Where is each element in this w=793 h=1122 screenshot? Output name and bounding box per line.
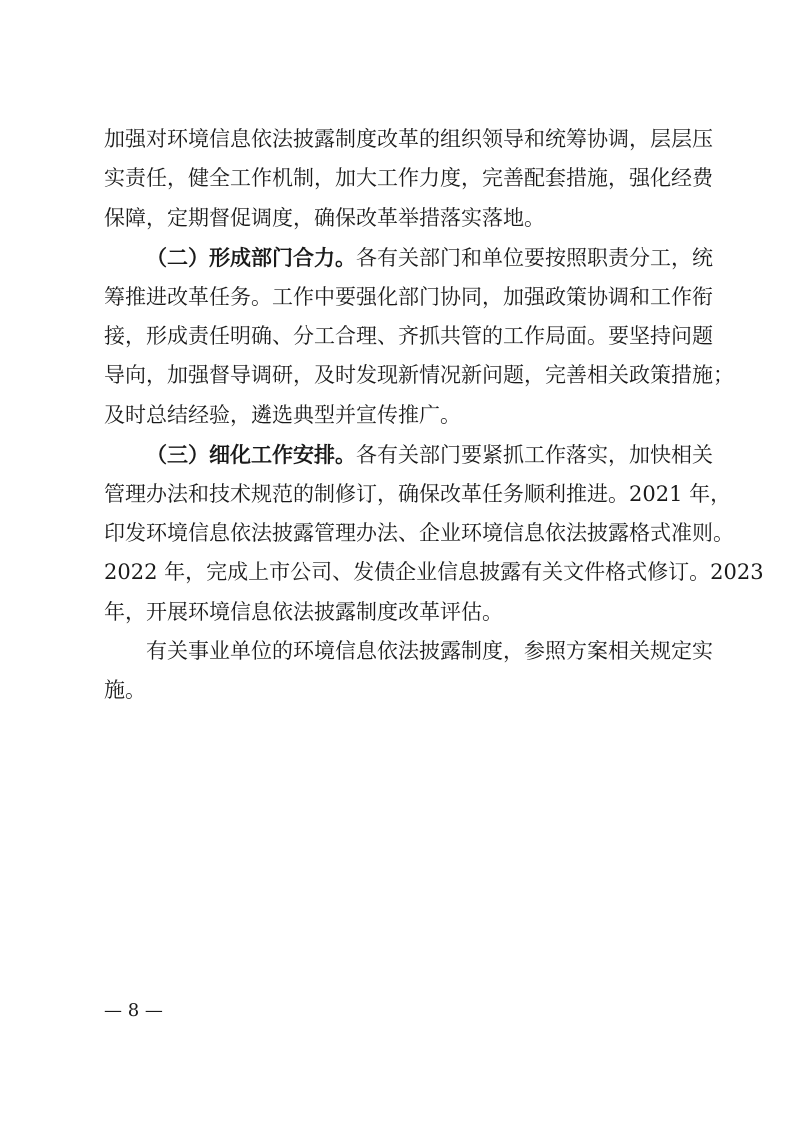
text-line: 有关事业单位的环境信息依法披露制度，参照方案相关规定实 [146,639,713,664]
text-line: 加强对环境信息依法披露制度改革的组织领导和统筹协调，层层压 [104,127,713,151]
page-number: — 8 — [104,1000,163,1021]
text-line: 年，开展环境信息依法披露制度改革评估。 [104,599,503,624]
paragraph-4 [104,632,713,711]
text-line [104,435,713,474]
paragraph-3 [104,435,764,632]
text-line: 接，形成责任明确、分工合理、齐抓共管的工作局面。要坚持问题 [104,323,713,348]
text-line [104,238,713,277]
section-heading: （三）细化工作安排。 [146,442,356,468]
text-line: 导向，加强督导调研，及时发现新情况新问题，完善相关政策措施； [104,363,734,388]
text-span: 各有关部门要紧抓工作落实，加快相关 [356,443,713,468]
text-line: 保障，定期督促调度，确保改革举措落实落地。 [104,205,545,230]
text-line: 管理办法和技术规范的制修订，确保改革任务顺利推进。2021 年， [104,481,732,506]
text-line: 印发环境信息依法披露管理办法、企业环境信息依法披露格式准则。 [104,520,734,545]
text-line: 2022 年，完成上市公司、发债企业信息披露有关文件格式修订。2023 [104,560,764,585]
text-line: 实责任，健全工作机制，加大工作力度，完善配套措施，强化经费 [104,166,713,191]
text-line: 及时总结经验，遴选典型并宣传推广。 [104,402,461,427]
paragraph-2 [104,238,734,435]
text-line: 筹推进改革任务。工作中要强化部门协同，加强政策协调和工作衔 [104,284,713,309]
document-body [104,120,764,711]
text-line: 施。 [104,678,146,703]
section-heading: （二）形成部门合力。 [146,245,356,271]
paragraph-1 [104,120,713,238]
text-span: 各有关部门和单位要按照职责分工，统 [356,246,713,271]
